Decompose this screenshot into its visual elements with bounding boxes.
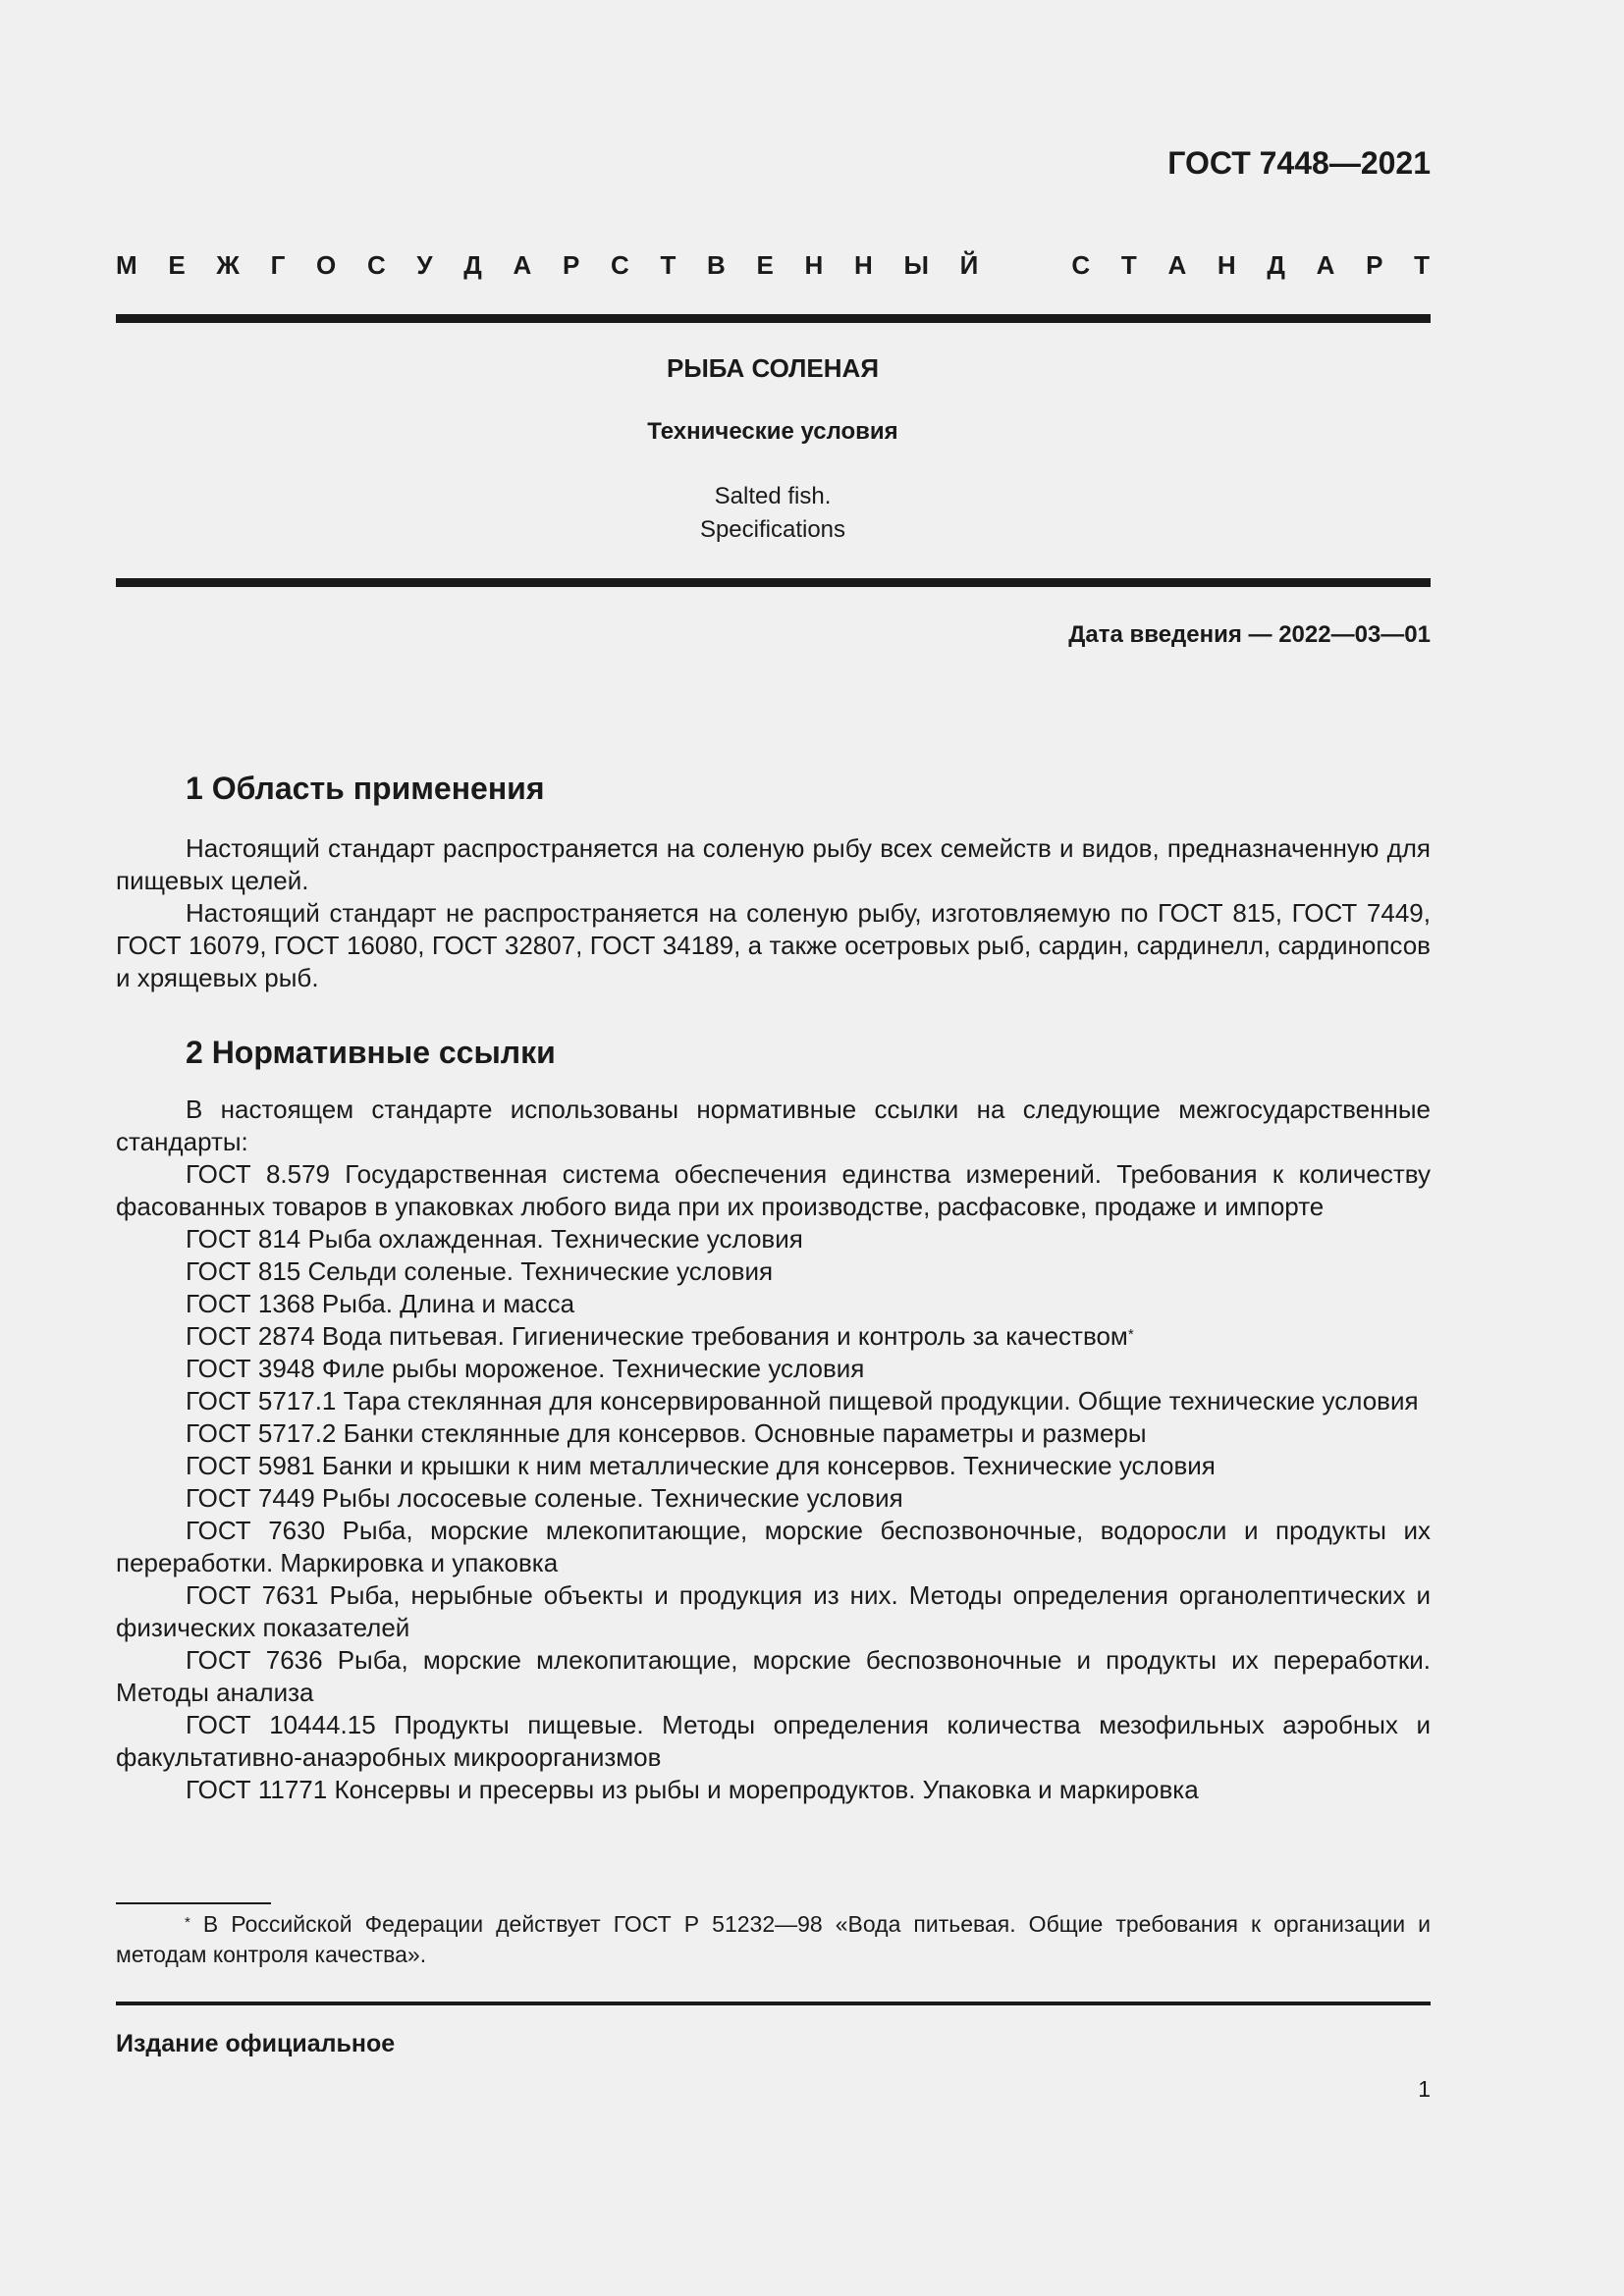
reference-item: ГОСТ 5717.2 Банки стеклянные для консервов. Основные параметры и размеры [186,1418,1147,1448]
reference-item: ГОСТ 1368 Рыба. Длина и масса [186,1289,575,1318]
title-bottom-rule [116,578,1431,587]
banner-letter: Т [660,250,677,280]
footnote-marker: * [185,1914,190,1931]
banner-letter: У [416,250,433,280]
reference-item: ГОСТ 3948 Филе рыбы мороженое. Технические условия [186,1354,865,1383]
banner-letter: Ы [903,250,929,280]
reference-item: ГОСТ 7636 Рыба, морские млекопитающие, морские беспозвоночные и продукты их переработки. Методы анализа [116,1645,1431,1707]
section-2-intro: В настоящем стандарте использованы нормативные ссылки на следующие межгосударственные стандарты: [116,1095,1431,1156]
document-number: ГОСТ 7448—2021 [1167,145,1431,181]
reference-item: ГОСТ 7630 Рыба, морские млекопитающие, морские беспозвоночные, водоросли и продукты их переработки. Маркировка и упаковка [116,1516,1431,1577]
section-1-paragraph: Настоящий стандарт не распространяется на соленую рыбу, изготовляемую по ГОСТ 815, ГОСТ 7449, ГОСТ 16079, ГОСТ 16080, ГОСТ 32807, ГОСТ 34189, а также осетровых рыб, сардин, сардинелл, сардинопсов и хрящевых рыб. [116,898,1431,992]
footnote-marker: * [1127,1326,1134,1343]
section-1-heading: 1 Область применения [186,771,545,806]
banner-letter: С [366,250,386,280]
introduction-date: Дата введения — 2022—03—01 [1068,621,1431,648]
banner-letter: Н [1217,250,1236,280]
reference-item: ГОСТ 7449 Рыбы лососевые соленые. Технические условия [186,1483,903,1513]
official-edition-label: Издание официальное [116,2030,396,2057]
section-2-heading: 2 Нормативные ссылки [186,1035,556,1070]
footnote-text: В Российской Федерации действует ГОСТ Р 51232—98 «Вода питьевая. Общие требования к организации и методам контроля качества». [116,1911,1431,1967]
footnote-separator [116,1902,271,1904]
banner-letter: Н [804,250,824,280]
reference-item: ГОСТ 11771 Консервы и пресервы из рыбы и морепродуктов. Упаковка и маркировка [186,1775,1199,1804]
banner-letter: Р [1366,250,1383,280]
banner-letter: Т [1414,250,1430,280]
banner-letter: Е [168,250,186,280]
page-number: 1 [1418,2076,1431,2102]
banner-letter: С [611,250,629,280]
banner-letter: Е [756,250,774,280]
top-rule [116,314,1431,323]
banner-letter: О [316,250,337,280]
banner-letter: Д [1267,250,1285,280]
reference-item: ГОСТ 5981 Банки и крышки к ним металлические для консервов. Технические условия [186,1451,1216,1480]
banner-letter: Й [959,250,979,280]
banner-letter: Ж [216,250,240,280]
reference-item: ГОСТ 10444.15 Продукты пищевые. Методы определения количества мезофильных аэробных и факультативно-анаэробных микроорганизмов [116,1710,1431,1772]
banner-letter: С [1071,250,1091,280]
reference-item: ГОСТ 7631 Рыба, нерыбные объекты и продукция из них. Методы определения органолептических и физических показателей [116,1580,1431,1642]
banner-letter: В [707,250,726,280]
reference-item [116,1320,1431,1353]
banner-letter: Д [463,250,482,280]
footer-rule [116,2002,1431,2005]
banner-letter: А [513,250,532,280]
section-2-body [116,1094,1431,1806]
reference-item: ГОСТ 5717.1 Тара стеклянная для консервированной пищевой продукции. Общие технические условия [186,1386,1419,1415]
reference-item: ГОСТ 8.579 Государственная система обеспечения единства измерений. Требования к количеству фасованных товаров в упаковках любого вида при их производстве, расфасовке, продаже и импорте [116,1159,1431,1221]
document-subtitle: Технические условия [647,418,898,445]
banner-letter: Г [270,250,286,280]
footnote [116,1909,1431,1970]
document-title: РЫБА СОЛЕНАЯ [666,353,880,383]
section-1-body [116,832,1431,994]
banner-letter: А [1167,250,1187,280]
banner-letter: А [1316,250,1335,280]
banner-letter: М [116,250,137,280]
banner-letter: Н [854,250,873,280]
section-1-paragraph: Настоящий стандарт распространяется на соленую рыбу всех семейств и видов, предназначенную для пищевых целей. [116,833,1431,895]
banner-letter: Р [562,250,580,280]
reference-text: ГОСТ 2874 Вода питьевая. Гигиенические требования и контроль за качеством [186,1321,1128,1351]
english-title-line-2: Specifications [699,516,846,543]
standard-type-banner [116,250,1430,281]
reference-item: ГОСТ 815 Сельди соленые. Технические условия [186,1256,774,1286]
banner-letter: Т [1120,250,1137,280]
english-title [116,480,1430,547]
reference-item: ГОСТ 814 Рыба охлажденная. Технические условия [186,1224,803,1254]
english-title-line-1: Salted fish. [714,483,832,509]
